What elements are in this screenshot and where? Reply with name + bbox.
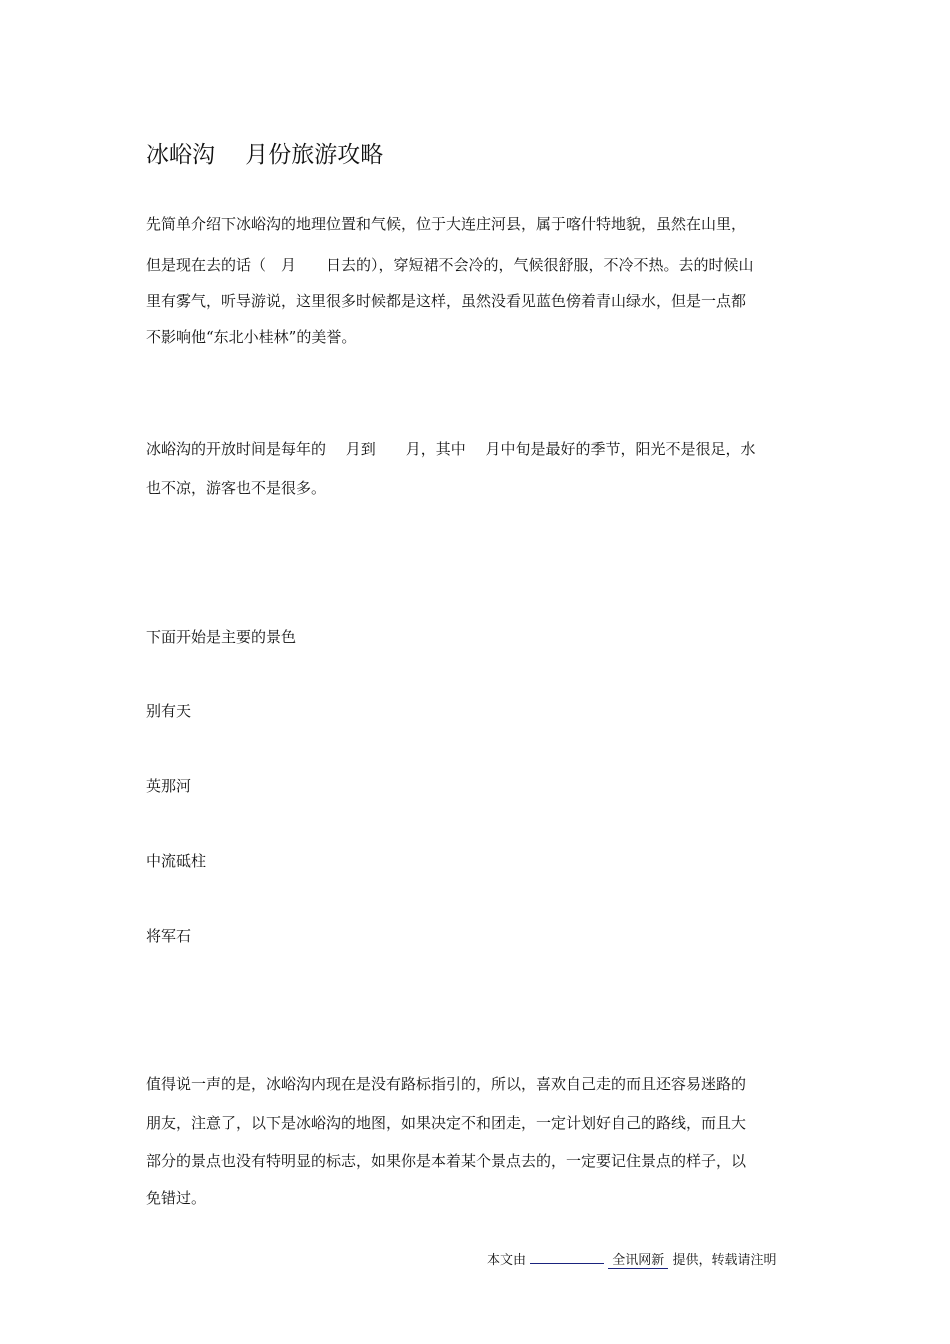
note-line: 朋友，注意了，以下是冰峪沟的地图，如果决定不和团走，一定计划好自己的路线，而且大 [146,1114,747,1132]
footer-suffix: 提供，转载请注明 [672,1253,777,1268]
note-line: 部分的景点也没有特明显的标志，如果你是本着某个景点去的，一定要记住景点的样子，以 [146,1152,747,1170]
footer-credit [487,1248,776,1271]
footer-prefix: 本文由 [487,1253,527,1268]
note-line: 免错过。 [146,1189,207,1207]
intro-line: 先简单介绍下冰峪沟的地理位置和气候，位于大连庄河县，属于喀什特地貌，虽然在山里， [146,215,747,233]
page-title: 冰峪沟 月份旅游攻略 [146,142,384,168]
spot-item: 别有天 [146,702,192,720]
intro-line: 但是现在去的话（ 月 日去的），穿短裙不会冷的，气候很舒服，不冷不热。去的时候山 [146,256,754,274]
spot-item: 英那河 [146,777,192,795]
spot-item: 将军石 [146,927,192,945]
scenery-intro: 下面开始是主要的景色 [146,628,297,646]
footer-site-link[interactable]: 全讯网新 [608,1253,668,1269]
footer-blank-underline [530,1248,604,1264]
hours-line: 冰峪沟的开放时间是每年的 月到 月，其中 月中旬是最好的季节，阳光不是很足，水 [146,440,756,458]
intro-line: 里有雾气，听导游说，这里很多时候都是这样，虽然没看见蓝色傍着青山绿水，但是一点都 [146,292,747,310]
spot-item: 中流砥柱 [146,852,207,870]
note-line: 值得说一声的是，冰峪沟内现在是没有路标指引的，所以，喜欢自己走的而且还容易迷路的 [146,1075,747,1093]
intro-line: 不影响他“东北小桂林”的美誉。 [146,328,357,346]
hours-line: 也不凉，游客也不是很多。 [146,479,327,497]
